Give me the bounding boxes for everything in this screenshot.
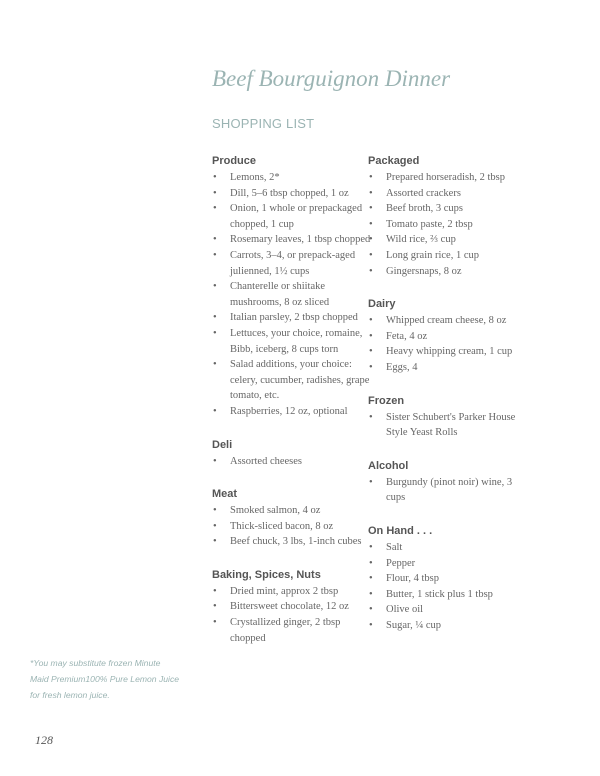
list-item: • Burgundy (pinot noir) wine, 3 cups: [368, 475, 528, 506]
list-item: • Wild rice, ⅔ cup: [368, 232, 528, 248]
list-item: • Italian parsley, 2 tbsp chopped: [212, 310, 372, 326]
section-dairy: [368, 297, 528, 375]
item-list: [212, 170, 372, 420]
list-item: • Dill, 5–6 tbsp chopped, 1 oz: [212, 186, 372, 202]
page-number: 128: [35, 733, 53, 747]
list-item: • Lettuces, your choice, romaine, Bibb, iceberg, 8 cups torn: [212, 326, 372, 357]
list-item: • Olive oil: [368, 602, 528, 618]
list-item: • Eggs, 4: [368, 360, 528, 376]
left-column: [212, 153, 372, 646]
list-item: • Thick-sliced bacon, 8 oz: [212, 519, 372, 535]
section-produce: [212, 154, 372, 420]
list-item: • Prepared horseradish, 2 tbsp: [368, 170, 528, 186]
section-heading: Packaged: [368, 155, 420, 167]
list-item: • Smoked salmon, 4 oz: [212, 503, 372, 519]
list-item: • Beef chuck, 3 lbs, 1-inch cubes: [212, 534, 372, 550]
list-item: • Tomato paste, 2 tbsp: [368, 217, 528, 233]
list-item: • Whipped cream cheese, 8 oz: [368, 313, 528, 329]
list-item: • Butter, 1 stick plus 1 tbsp: [368, 587, 528, 603]
list-item: • Salad additions, your choice: celery, cucumber, radishes, grape tomato, etc.: [212, 357, 372, 404]
list-item: • Long grain rice, 1 cup: [368, 248, 528, 264]
list-item: • Rosemary leaves, 1 tbsp chopped: [212, 232, 372, 248]
list-item: • Bittersweet chocolate, 12 oz: [212, 599, 372, 615]
list-item: • Pepper: [368, 556, 528, 572]
item-list: [368, 313, 528, 375]
item-list: [212, 584, 372, 646]
list-item: • Chanterelle or shiitake mushrooms, 8 oz sliced: [212, 279, 372, 310]
page-title: Beef Bourguignon Dinner: [212, 66, 451, 91]
section-meat: [212, 487, 372, 550]
section-heading: Dairy: [368, 298, 396, 311]
section-heading: Alcohol: [368, 459, 409, 472]
list-item: • Feta, 4 oz: [368, 329, 528, 345]
section-heading: Meat: [212, 488, 238, 501]
section-heading: Deli: [212, 438, 233, 451]
list-item: • Carrots, 3–4, or prepack-aged julienned, 1½ cups: [212, 248, 372, 279]
right-column: [368, 153, 528, 633]
list-item: • Crystallized ginger, 2 tbsp chopped: [212, 615, 372, 646]
section-deli: [212, 438, 372, 470]
list-item: • Beef broth, 3 cups: [368, 201, 528, 217]
section-baking: [212, 568, 372, 646]
list-item: • Assorted crackers: [368, 186, 528, 202]
footnote: *You may substitute frozen Minute Maid Premium100% Pure Lemon Juice for fresh lemon juice.: [30, 658, 180, 700]
list-item: • Salt: [368, 540, 528, 556]
list-item: • Flour, 4 tbsp: [368, 571, 528, 587]
section-frozen: [368, 394, 528, 441]
item-list: [212, 454, 372, 470]
list-item: • Heavy whipping cream, 1 cup: [368, 344, 528, 360]
item-list: [368, 475, 528, 506]
item-list: [368, 170, 528, 279]
item-list: [212, 503, 372, 550]
list-item: • Sister Schubert's Parker House Style Yeast Rolls: [368, 410, 528, 441]
list-item: • Sugar, ¼ cup: [368, 618, 528, 634]
section-on-hand: [368, 524, 528, 634]
list-item: • Onion, 1 whole or prepackaged chopped, 1 cup: [212, 201, 372, 232]
item-list: [368, 540, 528, 634]
section-heading: On Hand . . .: [368, 524, 433, 537]
list-item: • Lemons, 2*: [212, 170, 372, 186]
item-list: [368, 410, 528, 441]
section-heading: Produce: [212, 155, 257, 167]
section-heading: Frozen: [368, 394, 405, 407]
list-item: • Assorted cheeses: [212, 454, 372, 470]
list-item: • Dried mint, approx 2 tbsp: [212, 584, 372, 600]
section-heading: Baking, Spices, Nuts: [212, 568, 321, 581]
list-item: • Raspberries, 12 oz, optional: [212, 404, 372, 420]
section-alcohol: [368, 459, 528, 506]
section-packaged: [368, 154, 528, 279]
list-item: • Gingersnaps, 8 oz: [368, 264, 528, 280]
page-subtitle: SHOPPING LIST: [212, 116, 315, 131]
